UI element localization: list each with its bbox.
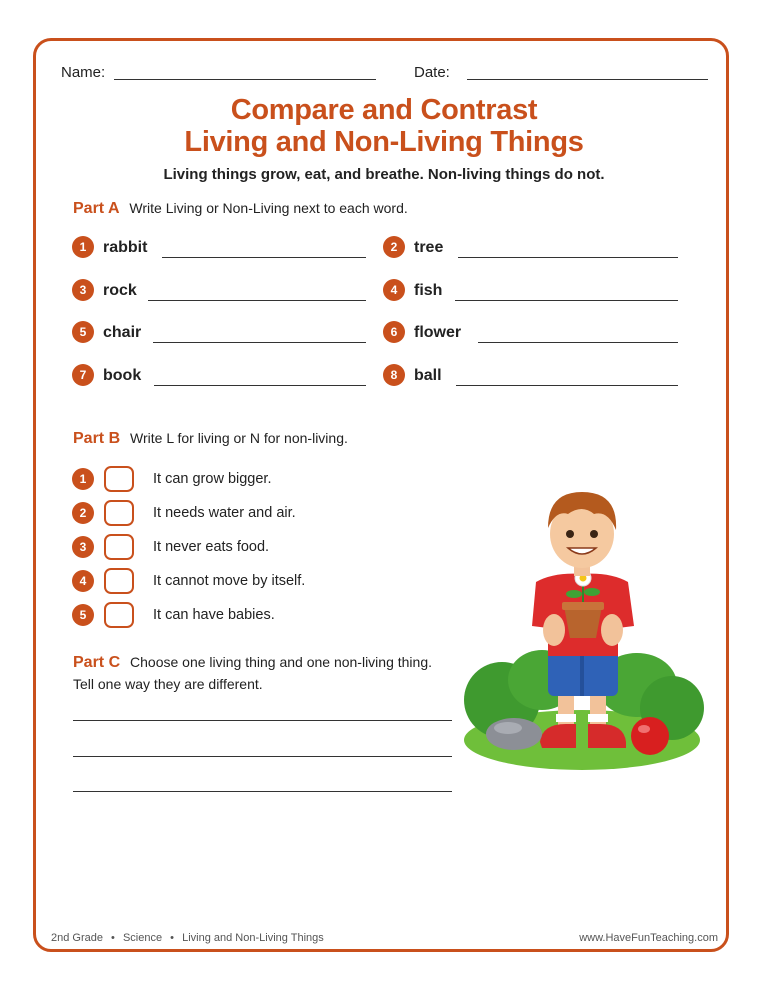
- statement: It can have babies.: [153, 607, 275, 623]
- word-fish: fish: [414, 282, 443, 299]
- footer-separator: •: [170, 932, 175, 944]
- statement: It needs water and air.: [153, 505, 296, 521]
- word-rock: rock: [103, 282, 137, 299]
- part-c-heading: [73, 654, 432, 672]
- answer-box[interactable]: [104, 602, 134, 628]
- part-c-instruction-2: Tell one way they are different.: [73, 676, 263, 692]
- footer-grade: 2nd Grade: [51, 932, 103, 944]
- number-badge: 1: [72, 468, 94, 490]
- footer-topic: Living and Non-Living Things: [182, 932, 324, 944]
- answer-line[interactable]: [162, 257, 366, 258]
- answer-line[interactable]: [456, 385, 678, 386]
- part-b-label: Part B: [73, 430, 121, 447]
- footer-breadcrumb: [51, 932, 324, 944]
- part-b-instruction: Write L for living or N for non-living.: [130, 430, 348, 446]
- writing-line[interactable]: [73, 720, 452, 721]
- word-ball: ball: [414, 367, 442, 384]
- answer-line[interactable]: [458, 257, 678, 258]
- footer-website[interactable]: www.HaveFunTeaching.com: [579, 932, 718, 944]
- number-badge: 5: [72, 321, 94, 343]
- part-a-heading: [73, 200, 408, 218]
- word-book: book: [103, 367, 142, 384]
- number-badge: 2: [383, 236, 405, 258]
- name-label: Name:: [61, 64, 106, 81]
- number-badge: 2: [72, 502, 94, 524]
- title-line-1: Compare and Contrast: [230, 94, 538, 126]
- number-badge: 4: [72, 570, 94, 592]
- name-line[interactable]: [114, 79, 376, 80]
- number-badge: 1: [72, 236, 94, 258]
- footer-subject: Science: [122, 932, 163, 944]
- date-line[interactable]: [467, 79, 708, 80]
- number-badge: 5: [72, 604, 94, 626]
- footer-separator: •: [111, 932, 115, 944]
- word-rabbit: rabbit: [103, 239, 148, 256]
- subtitle: Living things grow, eat, and breathe. Non-living things do not.: [163, 166, 605, 183]
- answer-box[interactable]: [104, 466, 134, 492]
- number-badge: 8: [383, 364, 405, 386]
- answer-box[interactable]: [104, 534, 134, 560]
- word-chair: chair: [103, 324, 142, 341]
- part-a-instruction: Write Living or Non-Living next to each word.: [129, 200, 408, 216]
- answer-line[interactable]: [455, 300, 678, 301]
- statement: It never eats food.: [153, 539, 270, 555]
- answer-box[interactable]: [104, 568, 134, 594]
- word-tree: tree: [414, 239, 444, 256]
- writing-line[interactable]: [73, 791, 452, 792]
- part-c-label: Part C: [73, 654, 121, 671]
- writing-line[interactable]: [73, 756, 452, 757]
- number-badge: 7: [72, 364, 94, 386]
- answer-line[interactable]: [154, 385, 366, 386]
- boy-holding-potted-flower-icon: [462, 480, 708, 776]
- answer-box[interactable]: [104, 500, 134, 526]
- word-flower: flower: [414, 324, 462, 341]
- statement: It can grow bigger.: [153, 471, 272, 487]
- answer-line[interactable]: [148, 300, 366, 301]
- number-badge: 3: [72, 279, 94, 301]
- part-c-instruction-1: Choose one living thing and one non-living thing.: [130, 654, 433, 670]
- statement: It cannot move by itself.: [153, 573, 306, 589]
- answer-line[interactable]: [478, 342, 678, 343]
- date-label: Date:: [414, 64, 450, 81]
- part-a-label: Part A: [73, 200, 120, 217]
- number-badge: 6: [383, 321, 405, 343]
- number-badge: 4: [383, 279, 405, 301]
- title-line-2: Living and Non-Living Things: [184, 126, 584, 158]
- part-b-heading: [73, 430, 348, 448]
- number-badge: 3: [72, 536, 94, 558]
- answer-line[interactable]: [153, 342, 366, 343]
